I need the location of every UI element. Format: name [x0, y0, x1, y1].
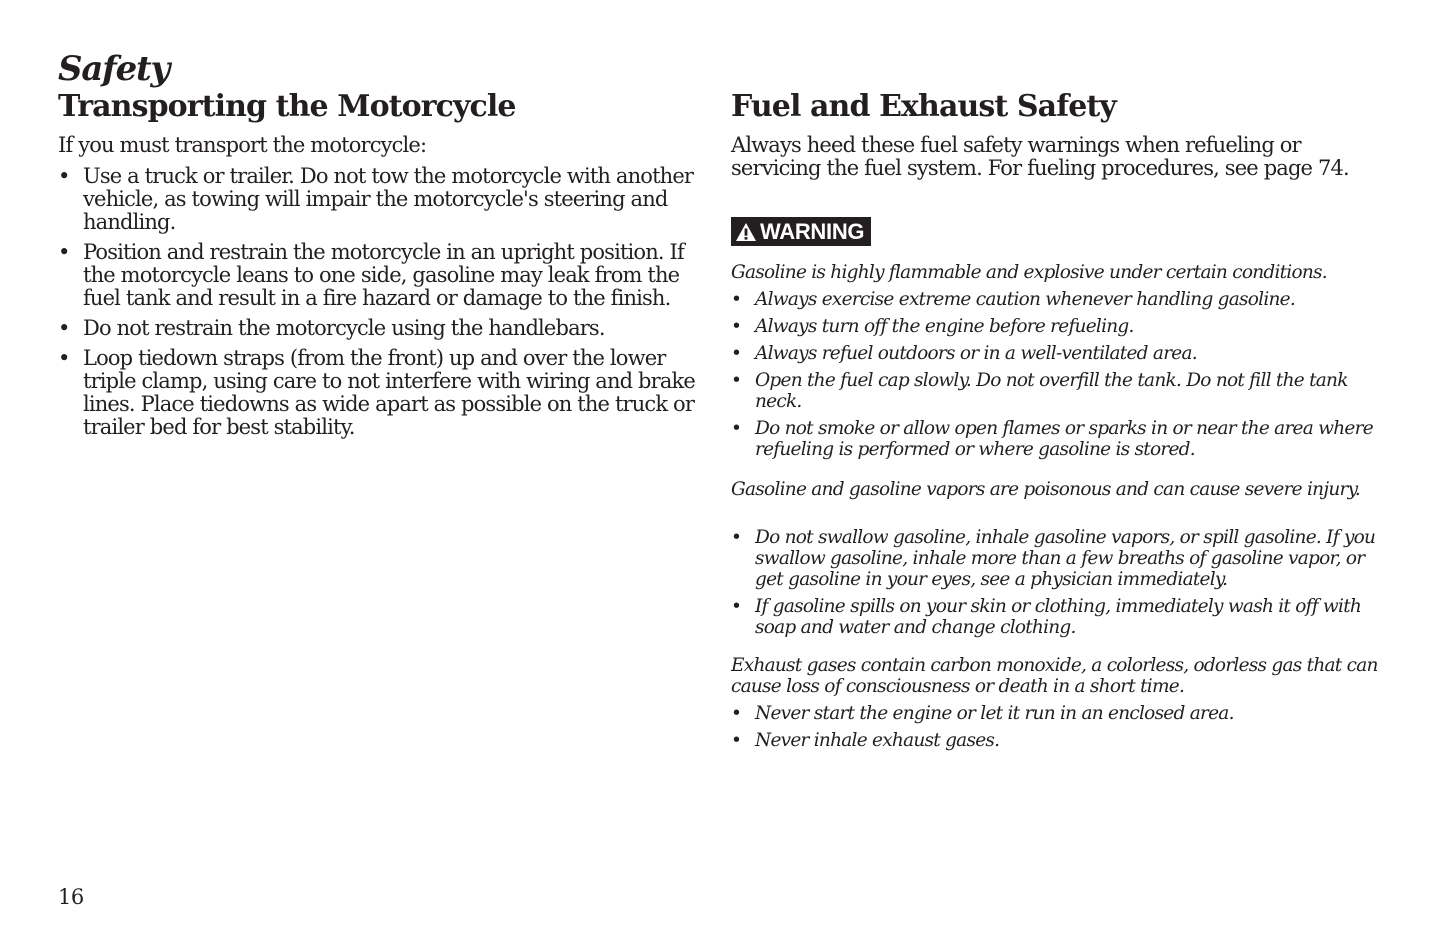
list-item: • Always turn off the engine before refueling.: [731, 316, 1381, 337]
fuel-exhaust-heading: Fuel and Exhaust Safety: [731, 89, 1116, 124]
list-item: • Always refuel outdoors or in a well-ventilated area.: [731, 343, 1381, 364]
list-item: • Do not restrain the motorcycle using the handlebars.: [58, 317, 698, 340]
list-item: • Do not smoke or allow open flames or sparks in or near the area where refueling is performed or where gasoline is stored.: [731, 418, 1381, 460]
flammable-bullet-list: [731, 289, 1381, 466]
poison-bullet-list: [731, 527, 1381, 644]
poison-warning-statement: Gasoline and gasoline vapors are poisonous and can cause severe injury.: [731, 479, 1360, 500]
transport-intro: If you must transport the motorcycle:: [58, 133, 427, 157]
list-item: • Use a truck or trailer. Do not tow the motorcycle with another vehicle, as towing will impair the motorcycle's steering and handling.: [58, 165, 698, 234]
list-item: • Never inhale exhaust gases.: [731, 730, 1381, 751]
section-label: Safety: [58, 49, 170, 89]
transporting-heading: Transporting the Motorcycle: [58, 89, 516, 124]
list-item: • Loop tiedown straps (from the front) up and over the lower triple clamp, using care to not interfere with wiring and brake lines. Place tiedowns as wide apart as possible on the truck or trailer bed for best stability.: [58, 347, 698, 439]
exhaust-warning-statement: Exhaust gases contain carbon monoxide, a colorless, odorless gas that can cause loss of consciousness or death in a short time.: [731, 655, 1378, 697]
list-item: • Never start the engine or let it run in an enclosed area.: [731, 703, 1381, 724]
exhaust-bullet-list: [731, 703, 1381, 757]
warning-badge: [731, 217, 871, 246]
list-item: • Do not swallow gasoline, inhale gasoline vapors, or spill gasoline. If you swallow gasoline, inhale more than a few breaths of gasoline vapor, or get gasoline in your eyes, see a physician immediately.: [731, 527, 1381, 590]
list-item: • If gasoline spills on your skin or clothing, immediately wash it off with soap and water and change clothing.: [731, 596, 1381, 638]
list-item: • Open the fuel cap slowly. Do not overfill the tank. Do not fill the tank neck.: [731, 370, 1381, 412]
list-item: • Always exercise extreme caution whenever handling gasoline.: [731, 289, 1381, 310]
list-item: • Position and restrain the motorcycle in an upright position. If the motorcycle leans to one side, gasoline may leak from the fuel tank and result in a fire hazard or damage to the finish.: [58, 241, 698, 310]
warning-triangle-icon: [735, 222, 757, 242]
transport-bullet-list: [58, 165, 698, 446]
flammable-warning-statement: Gasoline is highly flammable and explosive under certain conditions.: [731, 262, 1327, 283]
warning-label: WARNING: [760, 219, 865, 244]
page-number: 16: [58, 885, 84, 909]
fuel-intro: Always heed these fuel safety warnings when refueling or servicing the fuel system. For fueling procedures, see page 74.: [731, 133, 1349, 180]
